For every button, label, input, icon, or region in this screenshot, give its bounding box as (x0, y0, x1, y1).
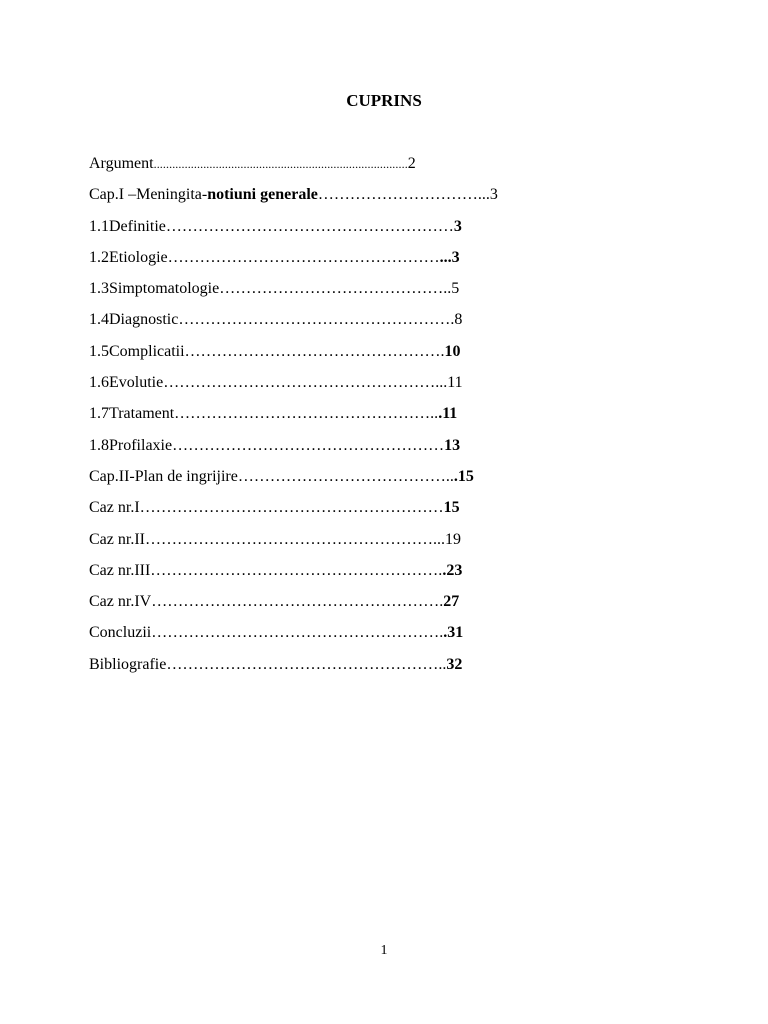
toc-entry-text: 1.6Evolutie……………………………………………... (89, 374, 448, 392)
toc-entry (89, 466, 549, 497)
toc-entry (89, 184, 549, 215)
toc-entry (89, 591, 549, 622)
toc-entry (89, 529, 549, 560)
toc-entry (89, 497, 549, 528)
toc-entry (89, 622, 549, 653)
page-number: 1 (380, 943, 388, 958)
toc-entry-text: .19 (440, 530, 461, 548)
toc-entry-text: Cap.I –Meningita- (89, 186, 208, 204)
toc-entry-text: 13 (444, 436, 461, 454)
toc-entry-text: 27 (443, 593, 460, 611)
toc-entry-text: 1.8Profilaxie…………………………………………… (89, 436, 445, 454)
toc-entry-text: Caz nr.I………………………………………………… (89, 499, 444, 517)
table-of-contents (89, 153, 549, 685)
toc-entry (89, 247, 549, 278)
toc-entry-text: .23 (442, 561, 463, 579)
toc-entry-text: Concluzii………………………………………………. (89, 624, 444, 642)
toc-entry-text: 8 (454, 311, 463, 329)
toc-entry (89, 153, 549, 184)
page-title: CUPRINS (346, 91, 422, 110)
toc-entry-text: 3 (453, 217, 462, 235)
toc-entry-text: .11 (438, 405, 458, 423)
toc-entry-text: .3 (485, 186, 498, 204)
toc-entry-text: .15 (453, 467, 474, 485)
toc-entry-text: notiuni generale (207, 186, 318, 204)
toc-entry (89, 435, 549, 466)
toc-entry-text: Caz nr.IV………………………………………………. (89, 593, 444, 611)
toc-entry-text: 5 (451, 280, 460, 298)
toc-entry-text: ………………………….. (317, 186, 486, 204)
toc-entry-text: Caz nr.II……………………………………………….. (89, 530, 441, 548)
toc-entry (89, 341, 549, 372)
toc-entry (89, 560, 549, 591)
toc-entry-text: 1.1Definitie……………………………………………… (89, 217, 454, 235)
toc-entry-text: Argument (89, 155, 154, 172)
toc-entry-text: 1.4Diagnostic……………………………………………. (89, 311, 455, 329)
toc-entry (89, 403, 549, 434)
toc-entry (89, 654, 549, 685)
toc-entry-text: ...3 (439, 248, 460, 266)
toc-entry-text: 10 (444, 342, 461, 360)
toc-entry-text: 11 (447, 374, 463, 392)
toc-entry-text: .31 (443, 624, 464, 642)
toc-entry-text: 15 (443, 499, 460, 517)
toc-entry-text: 2 (407, 155, 416, 172)
toc-entry-text: 1.3Simptomatologie…………………………………….. (89, 280, 452, 298)
toc-entry-text: .................................................................................. (153, 157, 408, 171)
toc-entry (89, 216, 549, 247)
toc-entry-text: 32 (446, 655, 463, 673)
toc-entry-text: Bibliografie…………………………………………….. (89, 655, 447, 673)
toc-entry-text: Caz nr.III………………………………………………. (89, 561, 443, 579)
toc-entry-text: Cap.II-Plan de ingrijire………………………………….. (89, 467, 454, 485)
toc-entry (89, 278, 549, 309)
toc-entry-text: 1.7Tratament………………………………………….. (89, 405, 439, 423)
toc-entry-text: 1.2Etiologie…………………………………………… (89, 248, 440, 266)
toc-entry (89, 309, 549, 340)
toc-entry (89, 372, 549, 403)
toc-entry-text: 1.5Complicatii…………………………………………. (89, 342, 445, 360)
